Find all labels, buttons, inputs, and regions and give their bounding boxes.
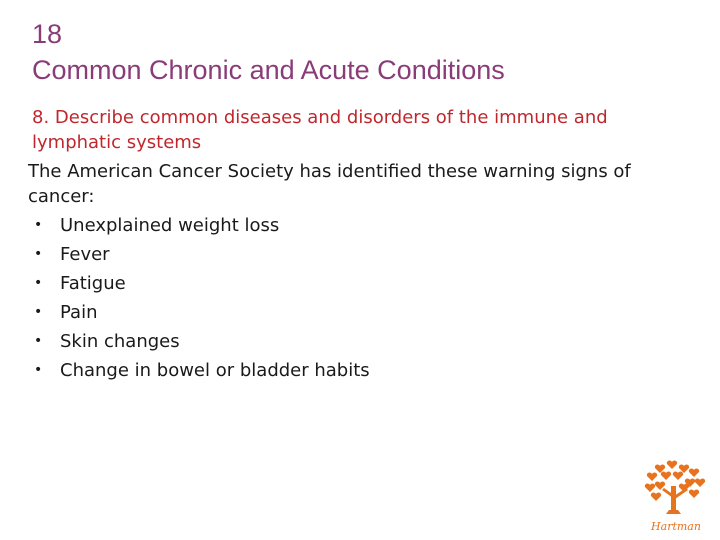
chapter-title: Common Chronic and Acute Conditions <box>32 55 505 85</box>
list-item <box>34 356 370 385</box>
list-item <box>34 327 370 356</box>
list-item <box>34 240 370 269</box>
list-item <box>34 269 370 298</box>
logo-wordmark: Hartman <box>651 520 701 533</box>
list-item-label: Fever <box>60 244 110 265</box>
bullet-icon: • <box>34 246 43 262</box>
learning-objective: 8. Describe common diseases and disorders of the immune and lymphatic systems <box>32 107 608 153</box>
list-item-label: Unexplained weight loss <box>60 215 280 236</box>
chapter-number: 18 <box>32 19 63 49</box>
list-item <box>34 211 370 240</box>
list-item-label: Skin changes <box>60 331 180 352</box>
bullet-icon: • <box>34 333 43 349</box>
list-item <box>34 298 370 327</box>
bullet-icon: • <box>34 275 43 291</box>
bullet-icon: • <box>34 304 43 320</box>
list-item-label: Pain <box>60 302 98 323</box>
hartman-logo <box>640 458 712 536</box>
heart-tree-icon <box>645 461 705 514</box>
bullet-icon: • <box>34 362 43 378</box>
intro-paragraph: The American Cancer Society has identified these warning signs of cancer: <box>28 161 631 207</box>
bullet-icon: • <box>34 217 43 233</box>
warning-signs-list <box>34 211 370 385</box>
list-item-label: Change in bowel or bladder habits <box>60 360 370 381</box>
list-item-label: Fatigue <box>60 273 126 294</box>
